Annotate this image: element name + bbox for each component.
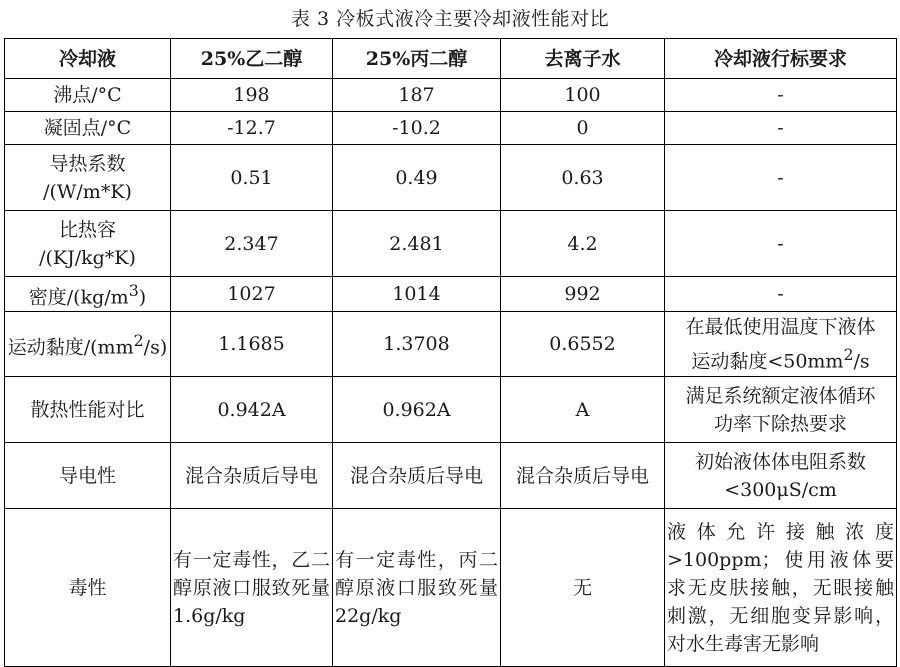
- cell-water: 0.63: [501, 145, 665, 211]
- cell-pg: -10.2: [333, 112, 501, 145]
- row-property: 运动黏度$/(mm^2/s)$: [5, 312, 171, 377]
- standard-line: 运动黏度$<50mm^2/s$: [691, 345, 870, 373]
- cell-pg: 1014: [333, 277, 501, 312]
- superscript: 2: [843, 345, 854, 365]
- cell-standard: [665, 312, 897, 377]
- table-row: [5, 377, 897, 443]
- cell-eg: 0.942A: [171, 377, 333, 443]
- row-property: [5, 211, 171, 277]
- row-property: [5, 145, 171, 211]
- property-line: 比热容: [58, 218, 116, 241]
- property-line: /(KJ/kg*K): [39, 246, 136, 269]
- cell-standard: -: [665, 277, 897, 312]
- cell-pg: 混合杂质后导电: [333, 443, 501, 509]
- cell-water: 混合杂质后导电: [501, 443, 665, 509]
- table-row: [5, 79, 897, 112]
- cell-eg: -12.7: [171, 112, 333, 145]
- cell-pg: 2.481: [333, 211, 501, 277]
- cell-water: 4.2: [501, 211, 665, 277]
- standard-line: 满足系统额定液体循环: [685, 384, 876, 407]
- cell-eg: 198: [171, 79, 333, 112]
- cell-eg: 0.51: [171, 145, 333, 211]
- row-property: 密度$/(kg/m^3)$: [5, 277, 171, 312]
- row-property: 导电性: [5, 443, 171, 509]
- superscript: 3: [128, 281, 139, 300]
- header-propylene-glycol: 25%丙二醇: [333, 39, 501, 79]
- cell-standard: [665, 443, 897, 509]
- row-property: 凝固点/°C: [5, 112, 171, 145]
- cell-standard: [665, 377, 897, 443]
- header-ethylene-glycol: 25%乙二醇: [171, 39, 333, 79]
- header-row: [5, 39, 897, 79]
- table-row: [5, 112, 897, 145]
- cell-pg: 有一定毒性，丙二醇原液口服致死量 22g/kg: [333, 509, 501, 667]
- cell-water: 无: [501, 509, 665, 667]
- cell-water: 992: [501, 277, 665, 312]
- cell-eg: 混合杂质后导电: [171, 443, 333, 509]
- row-property: 散热性能对比: [5, 377, 171, 443]
- cell-standard: 液体允许接触浓度>100ppm；使用液体要求无皮肤接触，无眼接触刺激，无细胞变异影响，对水生毒害无影响: [665, 509, 897, 667]
- cell-pg: 0.49: [333, 145, 501, 211]
- coolant-comparison-table: [4, 38, 897, 667]
- table-row: [5, 509, 897, 667]
- property-line: /(W/m*K): [43, 180, 132, 203]
- property-line: 导热系数: [49, 152, 126, 175]
- row-property: 毒性: [5, 509, 171, 667]
- header-coolant: 冷却液: [5, 39, 171, 79]
- row-property: 沸点/°C: [5, 79, 171, 112]
- table-row: [5, 145, 897, 211]
- standard-line: 初始液体体电阻系数: [694, 450, 866, 473]
- standard-line: 在最低使用温度下液体: [685, 316, 876, 339]
- superscript: 2: [133, 331, 144, 351]
- cell-standard: -: [665, 145, 897, 211]
- cell-eg: 2.347: [171, 211, 333, 277]
- header-deionized-water: 去离子水: [501, 39, 665, 79]
- cell-pg: 1.3708: [333, 312, 501, 377]
- cell-eg: 有一定毒性，乙二醇原液口服致死量 1.6g/kg: [171, 509, 333, 667]
- cell-standard: -: [665, 211, 897, 277]
- cell-water: A: [501, 377, 665, 443]
- standard-line: 功率下除热要求: [713, 412, 847, 435]
- cell-water: 100: [501, 79, 665, 112]
- table-caption: 表 3 冷板式液冷主要冷却液性能对比: [290, 8, 610, 30]
- header-industry-standard: 冷却液行标要求: [665, 39, 897, 79]
- table-row: [5, 443, 897, 509]
- table-row: [5, 211, 897, 277]
- table-row: [5, 312, 897, 377]
- cell-standard: -: [665, 112, 897, 145]
- cell-pg: 0.962A: [333, 377, 501, 443]
- cell-water: 0.6552: [501, 312, 665, 377]
- cell-water: 0: [501, 112, 665, 145]
- cell-standard: -: [665, 79, 897, 112]
- cell-pg: 187: [333, 79, 501, 112]
- table-row: [5, 277, 897, 312]
- cell-eg: 1027: [171, 277, 333, 312]
- cell-eg: 1.1685: [171, 312, 333, 377]
- standard-line: <300μS/cm: [724, 478, 837, 501]
